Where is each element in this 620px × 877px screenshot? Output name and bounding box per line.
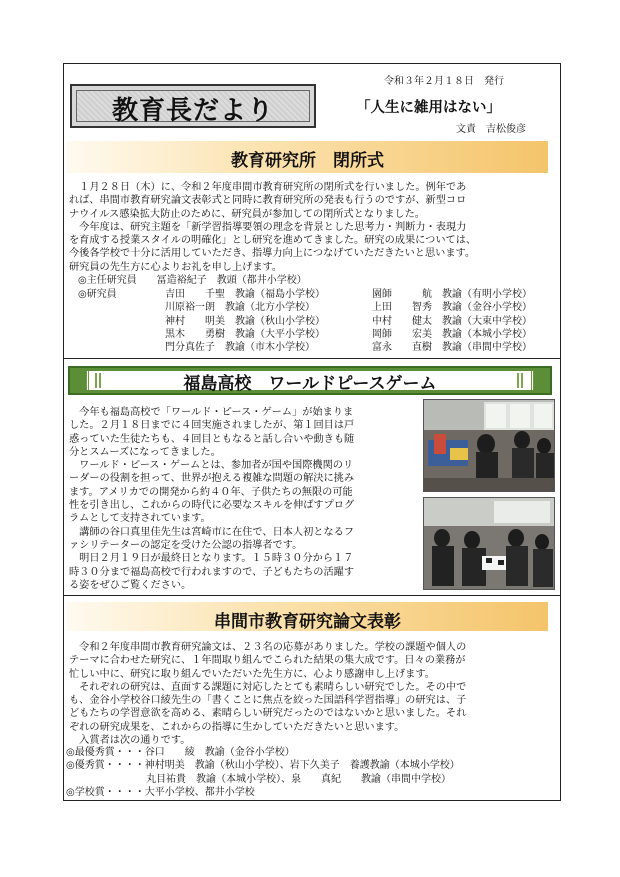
text-line: 今年も福島高校で「ワールド・ピース・ゲーム」が始まりま bbox=[69, 407, 354, 418]
text-line: ラムとして支持されています。 bbox=[69, 513, 211, 525]
text-line: 時３０分まで福島高校で行われますので、子どもたちの活躍す bbox=[69, 566, 355, 578]
text-line: ワールド・ピース・ゲームとは、参加者が国や国際機関のリ bbox=[69, 460, 354, 472]
member-entry: 中村 健太 教諭（大束中学校） bbox=[372, 315, 532, 327]
award-entry: 丸目祐貴 教諭（本城小学校）、泉 真紀 教諭（串間中学校） bbox=[66, 773, 451, 785]
member-entry: 園師 航 教諭（有明小学校） bbox=[372, 289, 532, 300]
award-entry: ◎最優秀賞・・・谷口 綾 教諭（金谷小学校） bbox=[66, 747, 295, 758]
section3-heading: 串間市教育研究論文表彰 bbox=[214, 612, 401, 632]
text-line: 性を引き出し、これからの時代に必要なスキルを伸ばすプログ bbox=[69, 500, 355, 512]
text-line: る姿をぜひご覧ください。 bbox=[69, 579, 192, 591]
text-line: 講師の谷口真里佳先生は宮崎市に在住で、日本人初となるフ bbox=[69, 526, 355, 538]
member-entry: 黒木 勇樹 教諭（大平小学校） bbox=[165, 328, 325, 340]
editor-credit: 文責 吉松俊彦 bbox=[456, 124, 526, 135]
award-entry: ◎優秀賞・・・・神村明美 教諭（秋山小学校）、岩下久美子 養護教諭（本城小学校） bbox=[66, 760, 460, 772]
issue-date: 令和３年２月１８日 発行 bbox=[384, 76, 504, 87]
member-entry: 岡師 宏美 教諭（本城小学校） bbox=[372, 328, 532, 340]
newsletter-title: 教育長だより bbox=[111, 96, 274, 126]
text-line: した。２月１８日までに４回実施されましたが、第１回目は戸 bbox=[69, 420, 355, 432]
text-line: テーマに合わせた研究に、１年間取り組んでこられた結果の集大成です。日々の業務が bbox=[69, 655, 466, 667]
newsletter-logo bbox=[70, 84, 316, 128]
text-line: １月２８日（木）に、令和２年度串間市教育研究所の閉所式を行いました。例年であ bbox=[69, 182, 467, 193]
text-line: 研究員の先生方に心よりお礼を申し上げます。 bbox=[69, 261, 283, 273]
section1-body bbox=[69, 181, 551, 274]
members-label: ◎研究員 bbox=[78, 289, 117, 300]
text-line: ます。アメリカでの開発から約４０年、子供たちの無限の可能 bbox=[69, 486, 353, 498]
section-divider bbox=[63, 358, 561, 359]
text-line: ァシリテーターの認定を受けた公認の指導者です。 bbox=[69, 539, 303, 551]
section-divider bbox=[63, 595, 561, 596]
text-line: ーダーの役割を担って、世界が抱える複雑な問題の解決に挑み bbox=[69, 473, 355, 485]
awards-list bbox=[66, 746, 460, 799]
section2-body bbox=[69, 406, 419, 592]
section3-banner bbox=[67, 602, 548, 631]
text-line: 入賞者は次の通りです。 bbox=[69, 735, 191, 747]
member-entry: 上田 智秀 教諭（金谷小学校） bbox=[372, 302, 532, 314]
member-entry: 川原裕一朗 教諭（北方小学校） bbox=[165, 302, 315, 314]
text-line: 今後各学校で十分に活用していただき、指導力向上につなげていただきたいと思います。 bbox=[69, 248, 476, 260]
text-line: 令和２年度串間市教育研究論文は、２３名の応募がありました。学校の課題や個人の bbox=[69, 642, 467, 653]
members-left-column bbox=[165, 288, 325, 354]
member-entry: 門分真佐子 教諭（市木小学校） bbox=[165, 342, 315, 354]
award-entry: ◎学校賞・・・・大平小学校、都井小学校 bbox=[66, 786, 255, 798]
text-line: も、金谷小学校谷口綾先生の「書くことに焦点を絞った国語科学習指導」の研究は、子 bbox=[69, 695, 467, 707]
members-right-column bbox=[372, 288, 532, 354]
text-line: 今年度は、研究主題を「新学習指導要領の理念を背景とした思考力・判断力・表現力 bbox=[69, 221, 467, 233]
chief-researcher: ◎主任研究員 冨造裕紀子 教頭（都井小学校） bbox=[78, 275, 307, 286]
text-line: 惑っていた生徒たちも、４回目ともなると話し合いや動きも随 bbox=[69, 433, 355, 445]
section1-banner bbox=[67, 141, 548, 173]
member-entry: 神村 明美 教諭（秋山小学校） bbox=[165, 315, 325, 327]
text-line: ぞれの研究成果を、これからの指導に生かしていただきたいと思います。 bbox=[69, 721, 405, 733]
section2-banner bbox=[68, 366, 552, 395]
section2-heading: 福島高校 ワールドピースゲーム bbox=[183, 374, 437, 394]
text-line: 忙しい中に、研究に取り組んでいただいた先生方に、心より感謝申し上げます。 bbox=[69, 668, 435, 680]
classroom-photo bbox=[423, 399, 555, 492]
text-line: 明日２月１９日が最終日となります。１５時３０分から１７ bbox=[69, 553, 354, 565]
text-line: それぞれの研究は、直面する課題に対応したとても素晴らしい研究でした。その中で bbox=[69, 681, 467, 693]
member-entry: 富永 直樹 教諭（串間中学校） bbox=[372, 342, 532, 354]
text-line: れば、串間市教育研究論文表彰式と同時に教育研究所の発表も行うのですが、新型コロ bbox=[69, 195, 467, 207]
section1-heading: 教育研究所 閉所式 bbox=[231, 151, 384, 171]
students-photo bbox=[423, 497, 555, 590]
slogan: 「人生に雑用はない」 bbox=[356, 100, 501, 116]
member-entry: 吉田 千聖 教諭（福島小学校） bbox=[165, 289, 325, 300]
text-line: 分とスムーズになってきました。 bbox=[69, 446, 221, 458]
text-line: を育成する授業スタイルの明確化」とし研究を進めてきました。研究の成果については、 bbox=[69, 235, 477, 247]
text-line: どもたちの学習意欲を高める、素晴らしい研究だったのではないかと思いました。それ bbox=[69, 708, 467, 720]
section3-body bbox=[69, 641, 551, 747]
text-line: ナウイルス感染拡大防止のために、研究員が参加しての閉所式となりました。 bbox=[69, 208, 425, 220]
